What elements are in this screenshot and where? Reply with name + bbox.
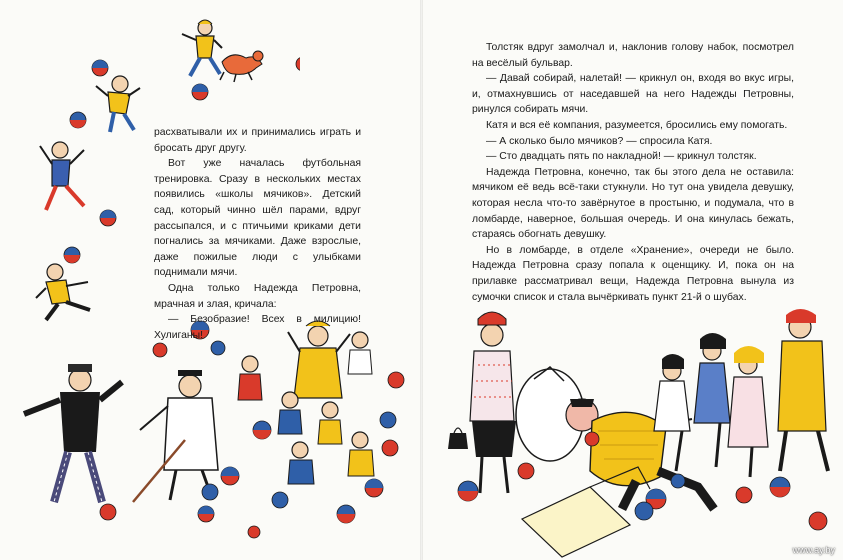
man-in-black-coat	[24, 364, 122, 502]
child-figure	[96, 76, 140, 132]
watermark: www.ay.by	[792, 545, 835, 555]
paragraph: — Давай собирай, налетай! — крикнул он, входя во вкус игры, и, отмахнувшись от наседавшей на него Надежды Петровны, ринулся собирать мячи.	[472, 73, 794, 116]
paragraph: Но в ломбарде, в отделе «Хранение», очереди не было. Надежда Петровна сразу попала к оценщику. И, пока он на прилавке рассматривал вещи, Надежда Петровна вынула из сумочки список и стала вычёркивать пункт 21-й о шубах.	[472, 244, 794, 303]
paragraph: Вот уже началась футбольная тренировка. Сразу в нескольких местах появились «школы мячиков». Детский сад, который чинно шёл парами, вдруг рассыпался, и с птичьими криками дети погнались за мячиками. Даже взрослые, даже пожилые люди с улыбками поднимали мячи.	[154, 158, 361, 279]
children-group	[654, 309, 828, 477]
paragraph: Толстяк вдруг замолчал и, наклонив голову набок, посмотрел на весёлый бульвар.	[472, 42, 794, 69]
fat-man-collecting-illustration	[422, 295, 843, 560]
right-page-text	[472, 40, 794, 305]
paragraph: расхватывали их и принимались играть и бросать друг другу.	[154, 127, 361, 154]
paragraph: — Сто двадцать пять по накладной! — крикнул толстяк.	[486, 151, 757, 163]
child-figure	[182, 20, 222, 76]
paragraph: Одна только Надежда Петровна, мрачная и злая, кричала:	[154, 282, 361, 310]
left-page-text	[154, 125, 361, 343]
paragraph: Катя и вся её компания, разумеется, бросились ему помогать.	[486, 119, 788, 131]
dog-figure	[220, 51, 263, 82]
child-figure	[40, 142, 84, 210]
paragraph: — Безобразие! Всех в милицию! Хулиганы!	[154, 314, 361, 341]
old-man-figure	[133, 370, 218, 502]
woman-with-handbag	[448, 312, 516, 493]
paragraph: — А сколько было мячиков? — спросила Катя.	[486, 135, 713, 147]
paragraph: Надежда Петровна, конечно, так бы этого дела не оставила: мячиком её ведь всё-таки стукнули. Но тут она увидела девушку, которая несла что-то завёрнутое в простыню, и подумала, что в ломбарде, наверное, большая очередь. И она кинулась бежать, стараясь обогнать девушку.	[472, 166, 794, 241]
